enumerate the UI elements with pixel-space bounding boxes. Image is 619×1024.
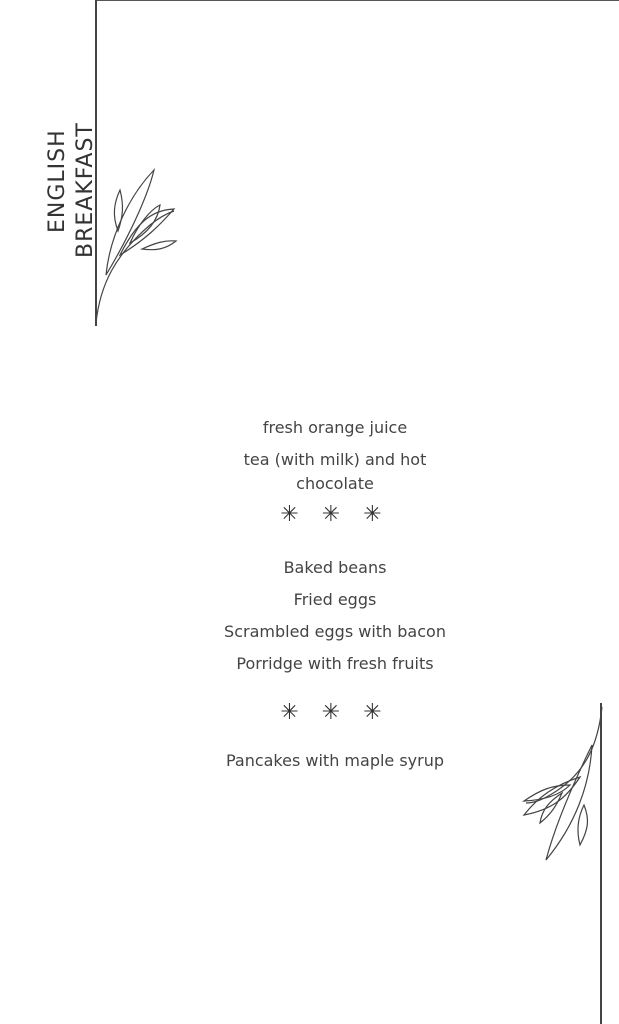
title-line-english: ENGLISH xyxy=(45,129,70,233)
menu-item: Porridge with fresh fruits xyxy=(236,654,434,673)
menu-item: fresh orange juice xyxy=(262,418,408,437)
top-border-line xyxy=(96,0,619,1)
menu-item: Baked beans xyxy=(283,558,387,577)
separator-asterisks: ✳ ✳ ✳ xyxy=(280,502,390,527)
menu-item: Pancakes with maple syrup xyxy=(225,751,445,770)
menu-item: tea (with milk) and hot chocolate xyxy=(243,450,427,493)
title-line-breakfast: BREAKFAST xyxy=(73,122,98,258)
menu-item: Fried eggs xyxy=(293,590,377,609)
menu-item: Scrambled eggs with bacon xyxy=(224,622,446,641)
separator-asterisks: ✳ ✳ ✳ xyxy=(280,700,390,725)
leaf-branch-icon xyxy=(90,165,180,325)
leaf-branch-icon xyxy=(520,705,606,865)
